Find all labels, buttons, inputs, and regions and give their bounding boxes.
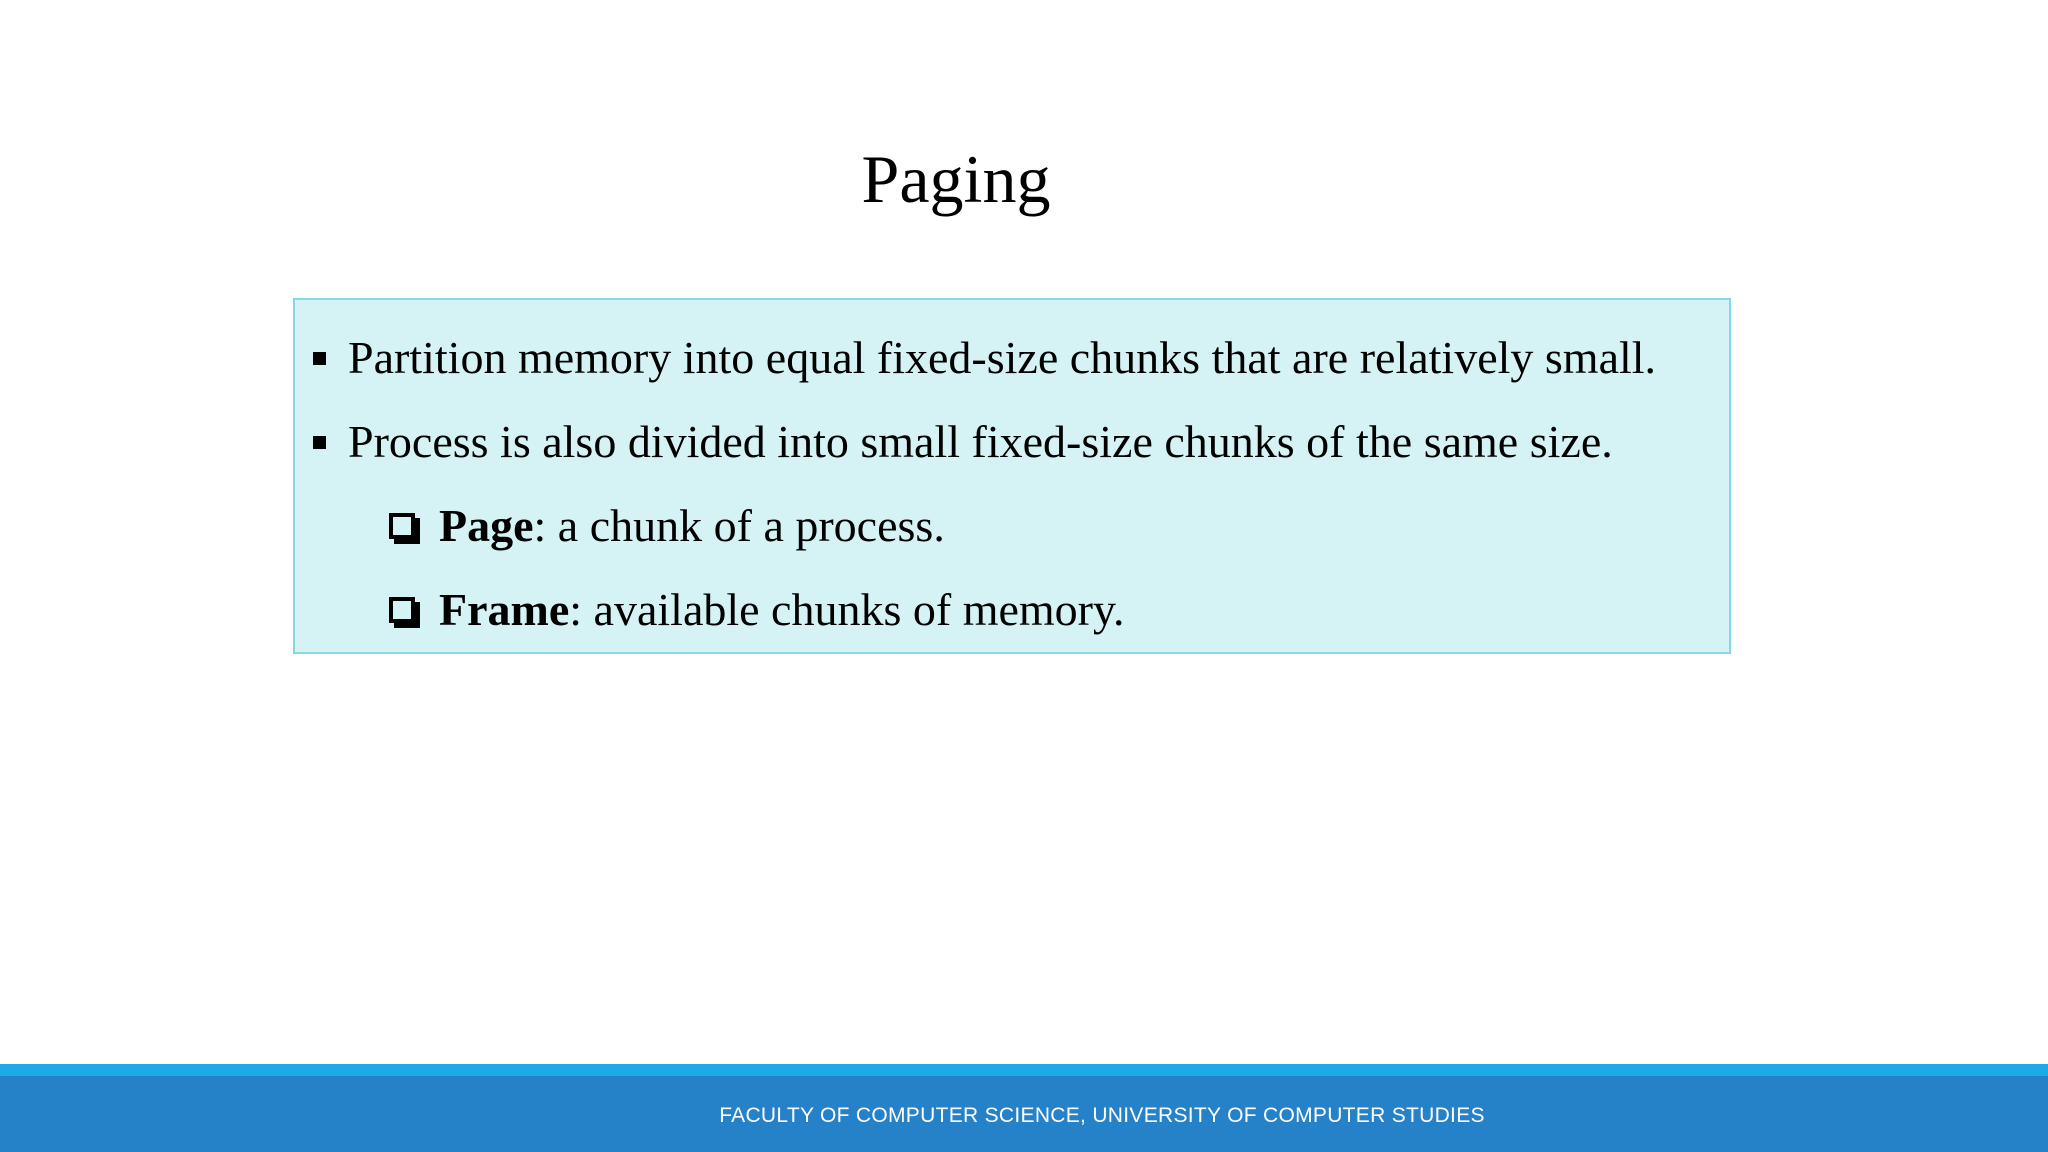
- sub-bullet-item: [389, 582, 1125, 638]
- bullet-item: [313, 330, 1656, 386]
- sub-bullet-term: Page: [439, 500, 534, 551]
- box-bullet-icon: [389, 597, 415, 623]
- bullet-text: Process is also divided into small fixed-size chunks of the same size.: [348, 416, 1613, 467]
- footer-accent-stripe: [0, 1064, 2048, 1076]
- footer-text: FACULTY OF COMPUTER SCIENCE, UNIVERSITY OF COMPUTER STUDIES: [719, 1104, 1485, 1127]
- sub-bullet-term: Frame: [439, 584, 570, 635]
- square-bullet-icon: [313, 436, 326, 449]
- slide-title: Paging: [861, 141, 1051, 217]
- bullet-item: [313, 414, 1613, 470]
- sub-bullet-text: : available chunks of memory.: [569, 584, 1125, 635]
- sub-bullet-item: [389, 498, 945, 554]
- bullet-text: Partition memory into equal fixed-size chunks that are relatively small.: [348, 332, 1657, 383]
- content-box: [293, 298, 1731, 654]
- box-bullet-icon: [389, 513, 415, 539]
- sub-bullet-text: : a chunk of a process.: [533, 500, 945, 551]
- square-bullet-icon: [313, 352, 326, 365]
